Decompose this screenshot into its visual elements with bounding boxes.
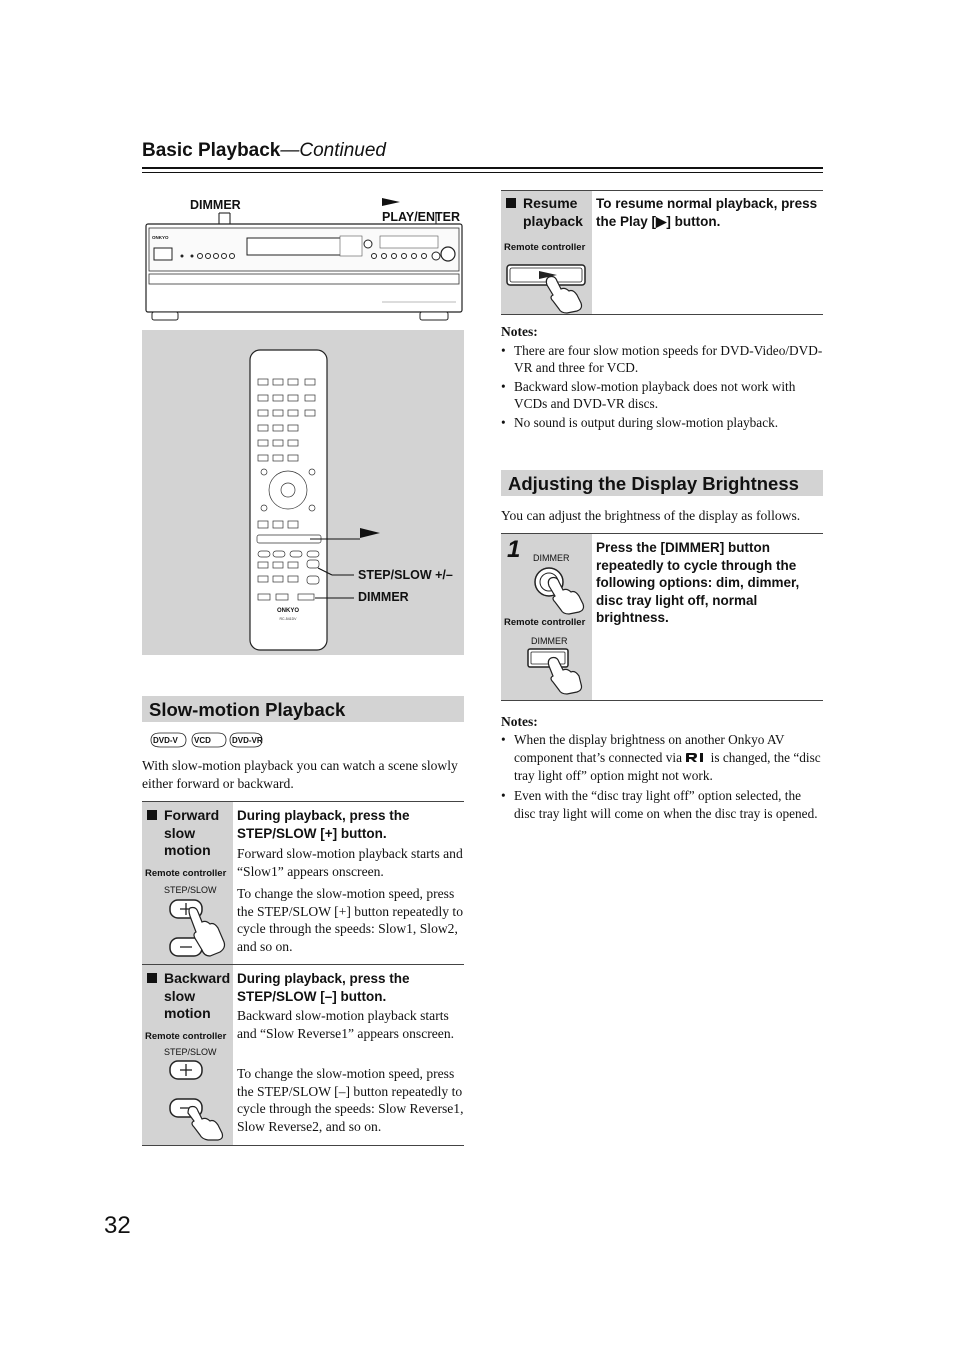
note-item: • Backward slow-motion playback does not work with VCDs and DVD-VR discs. <box>501 378 823 412</box>
resume-playback-step <box>501 190 823 315</box>
page-header <box>142 140 386 162</box>
remote-brand: ONKYO <box>276 608 300 614</box>
resume-title: Resume playback <box>506 195 583 230</box>
step-slow-buttons-forward-icon <box>166 898 228 960</box>
player-brand: ONKYO <box>152 235 169 240</box>
resume-rc-label: Remote controller <box>504 242 586 253</box>
backward-p2: To change the slow-motion speed, press the STEP/SLOW [–] button repeatedly to cycle through the speeds: Slow Reverse1, Slow Reverse2, and so on. <box>237 1066 464 1134</box>
header-rule-thin <box>142 172 823 173</box>
disc-icon-dvd-vr: DVD-VR <box>232 736 263 745</box>
device-figure <box>142 190 464 655</box>
dimmer-remote-callout: DIMMER <box>358 590 409 604</box>
slow-motion-intro: With slow-motion playback you can watch a scene slowly either forward or backward. <box>142 758 458 791</box>
ri-logo-icon <box>685 752 707 763</box>
brightness-rc-label: Remote controller <box>504 617 586 628</box>
page-number: 32 <box>104 1212 131 1239</box>
header-subtitle: —Continued <box>280 140 386 161</box>
section-title-slow-motion: Slow-motion Playback <box>142 696 464 722</box>
brightness-step <box>501 533 823 701</box>
backward-instruction: During playback, press the STEP/SLOW [–] button. <box>237 971 410 1004</box>
disc-icon-dvd-v: DVD-V <box>153 736 178 745</box>
header-title: Basic Playback <box>142 140 281 161</box>
step-slow-buttons-backward-icon <box>166 1059 228 1141</box>
square-bullet-icon <box>506 198 516 208</box>
square-bullet-icon <box>147 810 157 820</box>
forward-p1: Forward slow-motion playback starts and “Slow1” appears onscreen. <box>237 846 463 879</box>
dimmer-label-bottom: DIMMER <box>531 636 568 646</box>
step-slow-callout: STEP/SLOW +/– <box>358 568 453 582</box>
note-item: • Even with the “disc tray light off” option selected, the disc tray light will come on when the disc tray is opened. <box>501 787 823 823</box>
note-item: • When the display brightness on another Onkyo AV component that’s connected via is changed, the “disc tray light off” option might not work. <box>501 731 823 785</box>
forward-slow-step <box>142 801 464 965</box>
dimmer-callout: DIMMER <box>190 198 241 212</box>
disc-type-icons <box>150 732 270 748</box>
dimmer-rect-button-icon <box>525 646 587 698</box>
step-number: 1 <box>507 536 521 563</box>
player-and-remote-illustration <box>142 190 464 655</box>
play-enter-callout: PLAY/ENTER <box>382 196 464 224</box>
backward-slow-step <box>142 964 464 1146</box>
notes-list-2 <box>501 731 823 825</box>
brightness-intro: You can adjust the brightness of the display as follows. <box>501 508 801 523</box>
forward-instruction: During playback, press the STEP/SLOW [+] button. <box>237 808 410 841</box>
disc-icon-vcd: VCD <box>194 736 211 745</box>
dimmer-round-button-icon <box>529 564 591 616</box>
remote-model: RC-541DV <box>279 617 297 621</box>
forward-slow-title: Forward slow motion <box>147 807 219 860</box>
backward-rc-label: Remote controller <box>145 1031 227 1042</box>
forward-rc-label: Remote controller <box>145 868 227 879</box>
notes-list-1 <box>501 342 823 433</box>
forward-step-slow-label: STEP/SLOW <box>164 885 217 895</box>
backward-slow-title: Backward slow motion <box>147 970 230 1023</box>
resume-instruction: To resume normal playback, press the Play [▶] button. <box>596 196 818 229</box>
square-bullet-icon <box>147 973 157 983</box>
notes-title-2: Notes: <box>501 714 538 729</box>
play-button-icon <box>505 263 591 315</box>
backward-p1: Backward slow-motion playback starts and “Slow Reverse1” appears onscreen. <box>237 1008 455 1041</box>
note-item: • There are four slow motion speeds for DVD-Video/DVD-VR and three for VCD. <box>501 342 823 376</box>
header-rule <box>142 167 823 169</box>
notes-title-1: Notes: <box>501 324 538 339</box>
section-title-brightness: Adjusting the Display Brightness <box>501 470 823 496</box>
backward-step-slow-label: STEP/SLOW <box>164 1047 217 1057</box>
disc-icons <box>150 732 270 748</box>
forward-p2: To change the slow-motion speed, press the STEP/SLOW [+] button repeatedly to cycle through the speeds: Slow1, Slow2, and so on. <box>237 886 464 954</box>
brightness-instruction: Press the [DIMMER] button repeatedly to cycle through the following options: dim, dimmer, disc tray light off, normal brightness. <box>596 540 800 625</box>
note-item: • No sound is output during slow-motion playback. <box>501 414 823 431</box>
dimmer-label-top: DIMMER <box>533 553 570 563</box>
